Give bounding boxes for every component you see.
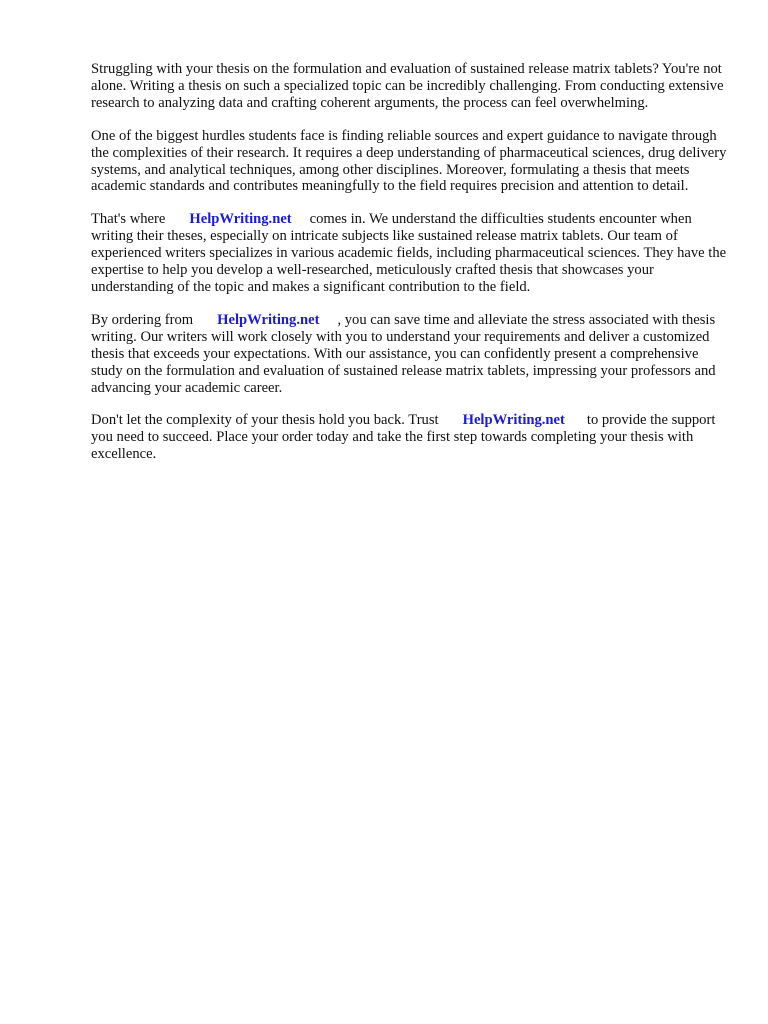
- paragraph-closing-lead: Don't let the complexity of your thesis hold you back. Trust: [91, 412, 439, 429]
- paragraph-ordering-lead: By ordering from: [91, 311, 194, 328]
- paragraph-intro: Struggling with your thesis on the formulation and evaluation of sustained release matrix tablets? You're not alone. Writing a thesis on such a specialized topic can be incredibly challenging. From conducting extensive research to analyzing data and crafting coherent arguments, the process can feel overwhelming.: [91, 61, 724, 111]
- helpwriting-link[interactable]: HelpWriting.net: [217, 311, 320, 328]
- paragraph-hurdles: One of the biggest hurdles students face is finding reliable sources and expert guidance to navigate through the complexities of their research. It requires a deep understanding of pharmaceutical sciences, drug delivery systems, and analytical techniques, among other disciplines. Moreover, formulating a thesis that meets academic standards and contributes meaningfully to the field requires precision and attention to detail.: [91, 127, 727, 195]
- paragraph-ordering: [91, 312, 731, 397]
- paragraph-thats-where-lead: That's where: [91, 211, 166, 228]
- paragraph-thats-where-rest: comes in. We understand the difficulties students encounter when writing their theses, especially on intricate subjects like sustained release matrix tablets. Our team of experienced writers specializes in various academic fields, including pharmaceutical sciences. They have the expertise to help you develop a well-researched, meticulously crafted thesis that showcases your understanding of the topic and makes a significant contribution to the field.: [91, 211, 727, 295]
- paragraph-ordering-rest: , you can save time and alleviate the stress associated with thesis writing. Our writers will work closely with you to understand your requirements and deliver a customized thesis that exceeds your expectations. With our assistance, you can confidently present a comprehensive study on the formulation and evaluation of sustained release matrix tablets, impressing your professors and advancing your academic career.: [91, 311, 716, 396]
- helpwriting-link[interactable]: HelpWriting.net: [462, 412, 565, 429]
- paragraph-thats-where: [91, 211, 731, 296]
- helpwriting-link[interactable]: HelpWriting.net: [189, 211, 292, 228]
- document-body: [91, 61, 731, 479]
- paragraph-closing: [91, 412, 731, 463]
- paragraph-closing-rest: to provide the support you need to succeed. Place your order today and take the first step towards completing your thesis with excellence.: [91, 412, 716, 463]
